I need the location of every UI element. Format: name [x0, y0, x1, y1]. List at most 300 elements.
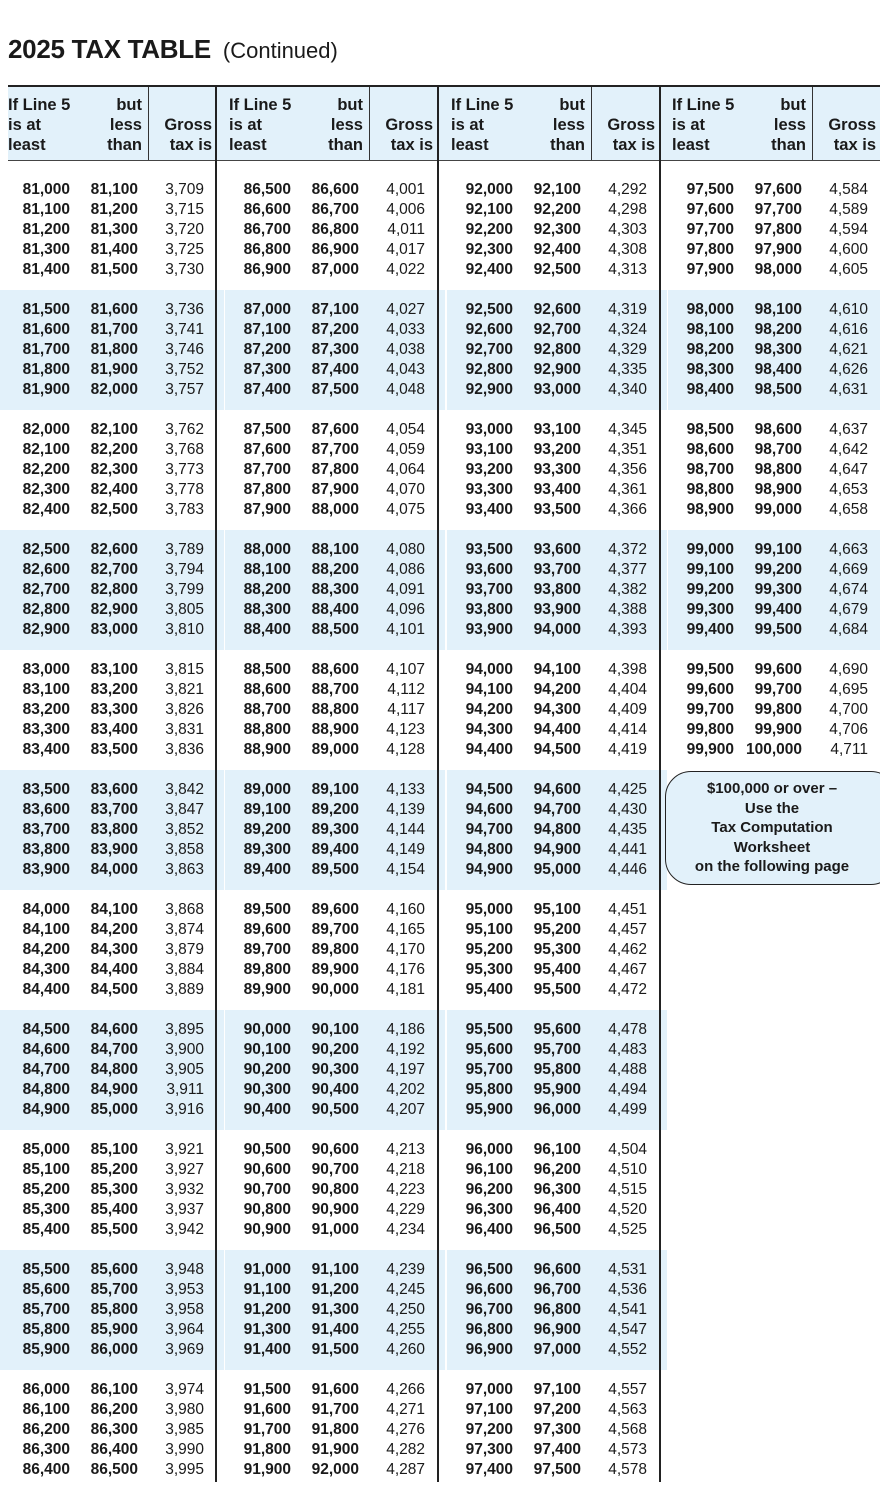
income-at-least: 94,000: [465, 661, 513, 678]
note-line: Tax Computation: [711, 819, 833, 837]
gross-tax: 4,658: [829, 501, 868, 518]
gross-tax: 4,080: [386, 541, 425, 558]
gross-tax: 4,096: [386, 601, 425, 618]
income-less-than: 95,300: [533, 941, 581, 958]
gross-tax: 4,260: [386, 1341, 425, 1358]
income-at-least: 99,500: [686, 661, 734, 678]
income-less-than: 96,600: [533, 1261, 581, 1278]
income-less-than: 93,600: [533, 541, 581, 558]
income-less-than: 94,500: [533, 741, 581, 758]
income-at-least: 90,100: [243, 1041, 291, 1058]
header-line5-at-least: [8, 93, 88, 155]
income-at-least: 95,800: [465, 1081, 513, 1098]
income-less-than: 82,800: [90, 581, 138, 598]
gross-tax: 4,086: [386, 561, 425, 578]
gross-tax: 4,515: [608, 1181, 647, 1198]
income-at-least: 84,900: [22, 1101, 70, 1118]
income-less-than: 85,100: [90, 1141, 138, 1158]
gross-tax: 4,197: [386, 1061, 425, 1078]
income-less-than: 82,300: [90, 461, 138, 478]
column-group-divider: [659, 87, 661, 1482]
gross-tax: 4,160: [386, 901, 425, 918]
gross-tax: 3,736: [165, 301, 204, 318]
gross-tax: 4,684: [829, 621, 868, 638]
header-text: If Line 5: [672, 96, 735, 114]
income-less-than: 98,100: [754, 301, 802, 318]
gross-tax: 4,382: [608, 581, 647, 598]
income-less-than: 90,900: [311, 1201, 359, 1218]
income-less-than: 86,800: [311, 221, 359, 238]
gross-tax: 4,557: [608, 1381, 647, 1398]
income-less-than: 98,300: [754, 341, 802, 358]
income-at-least: 85,000: [22, 1141, 70, 1158]
income-at-least: 88,700: [243, 701, 291, 718]
income-less-than: 84,300: [90, 941, 138, 958]
income-at-least: 90,900: [243, 1221, 291, 1238]
header-text: If Line 5: [451, 96, 514, 114]
income-at-least: 91,900: [243, 1461, 291, 1478]
income-less-than: 95,800: [533, 1061, 581, 1078]
header-line5-at-least: [672, 93, 752, 155]
income-less-than: 88,500: [311, 621, 359, 638]
gross-tax: 3,762: [165, 421, 204, 438]
income-at-least: 95,200: [465, 941, 513, 958]
gross-tax: 3,783: [165, 501, 204, 518]
income-less-than: 95,700: [533, 1041, 581, 1058]
income-at-least: 93,300: [465, 481, 513, 498]
income-at-least: 94,300: [465, 721, 513, 738]
income-at-least: 96,900: [465, 1341, 513, 1358]
gross-tax: 4,335: [608, 361, 647, 378]
gross-tax: 4,245: [386, 1281, 425, 1298]
income-less-than: 98,800: [754, 461, 802, 478]
gross-tax: 4,308: [608, 241, 647, 258]
income-at-least: 81,400: [22, 261, 70, 278]
income-at-least: 83,500: [22, 781, 70, 798]
gross-tax: 4,589: [829, 201, 868, 218]
header-line5-at-least: [229, 93, 309, 155]
gross-tax: 4,398: [608, 661, 647, 678]
gross-tax: 4,510: [608, 1161, 647, 1178]
income-at-least: 86,700: [243, 221, 291, 238]
income-at-least: 98,700: [686, 461, 734, 478]
income-at-least: 91,500: [243, 1381, 291, 1398]
gross-tax: 4,674: [829, 581, 868, 598]
income-less-than: 97,300: [533, 1421, 581, 1438]
income-at-least: 90,200: [243, 1061, 291, 1078]
income-at-least: 84,000: [22, 901, 70, 918]
gross-tax: 4,075: [386, 501, 425, 518]
gross-tax: 4,552: [608, 1341, 647, 1358]
income-less-than: 94,000: [533, 621, 581, 638]
gross-tax: 4,356: [608, 461, 647, 478]
income-less-than: 89,400: [311, 841, 359, 858]
income-less-than: 82,500: [90, 501, 138, 518]
gross-tax: 4,568: [608, 1421, 647, 1438]
income-at-least: 88,100: [243, 561, 291, 578]
income-less-than: 82,100: [90, 421, 138, 438]
income-less-than: 81,400: [90, 241, 138, 258]
income-less-than: 89,900: [311, 961, 359, 978]
gross-tax: 4,319: [608, 301, 647, 318]
gross-tax: 4,276: [386, 1421, 425, 1438]
gross-tax: 4,181: [386, 981, 425, 998]
income-less-than: 93,900: [533, 601, 581, 618]
income-less-than: 99,200: [754, 561, 802, 578]
title-continued: (Continued): [222, 38, 338, 63]
income-at-least: 89,100: [243, 801, 291, 818]
income-less-than: 96,000: [533, 1101, 581, 1118]
income-at-least: 83,800: [22, 841, 70, 858]
income-less-than: 84,200: [90, 921, 138, 938]
income-less-than: 82,600: [90, 541, 138, 558]
income-less-than: 92,300: [533, 221, 581, 238]
income-at-least: 84,800: [22, 1081, 70, 1098]
income-less-than: 89,700: [311, 921, 359, 938]
gross-tax: 4,653: [829, 481, 868, 498]
income-at-least: 85,800: [22, 1321, 70, 1338]
income-less-than: 96,800: [533, 1301, 581, 1318]
income-less-than: 81,200: [90, 201, 138, 218]
income-less-than: 97,900: [754, 241, 802, 258]
gross-tax: 4,292: [608, 181, 647, 198]
gross-tax: 4,621: [829, 341, 868, 358]
income-less-than: 88,100: [311, 541, 359, 558]
gross-tax: 3,773: [165, 461, 204, 478]
income-less-than: 98,400: [754, 361, 802, 378]
income-less-than: 88,000: [311, 501, 359, 518]
income-at-least: 95,600: [465, 1041, 513, 1058]
income-at-least: 92,100: [465, 201, 513, 218]
income-less-than: 96,500: [533, 1221, 581, 1238]
income-at-least: 94,900: [465, 861, 513, 878]
income-at-least: 99,100: [686, 561, 734, 578]
gross-tax: 4,700: [829, 701, 868, 718]
income-less-than: 97,500: [533, 1461, 581, 1478]
gross-tax: 3,868: [165, 901, 204, 918]
income-at-least: 87,900: [243, 501, 291, 518]
gross-tax: 4,483: [608, 1041, 647, 1058]
income-at-least: 84,100: [22, 921, 70, 938]
gross-tax: 4,287: [386, 1461, 425, 1478]
gross-tax: 4,033: [386, 321, 425, 338]
income-at-least: 87,000: [243, 301, 291, 318]
income-less-than: 95,100: [533, 901, 581, 918]
income-less-than: 93,300: [533, 461, 581, 478]
income-less-than: 84,600: [90, 1021, 138, 1038]
gross-tax: 4,059: [386, 441, 425, 458]
income-at-least: 81,900: [22, 381, 70, 398]
gross-tax: 4,064: [386, 461, 425, 478]
income-less-than: 91,000: [311, 1221, 359, 1238]
income-at-least: 88,400: [243, 621, 291, 638]
income-less-than: 81,700: [90, 321, 138, 338]
income-less-than: 92,100: [533, 181, 581, 198]
income-at-least: 96,300: [465, 1201, 513, 1218]
income-less-than: 97,600: [754, 181, 802, 198]
gross-tax: 4,404: [608, 681, 647, 698]
income-less-than: 93,100: [533, 421, 581, 438]
gross-tax: 4,144: [386, 821, 425, 838]
income-less-than: 81,600: [90, 301, 138, 318]
income-less-than: 90,000: [311, 981, 359, 998]
gross-tax: 4,711: [830, 741, 868, 758]
gross-tax: 3,836: [165, 741, 204, 758]
income-less-than: 84,800: [90, 1061, 138, 1078]
header-text: less: [552, 116, 585, 134]
income-at-least: 82,100: [22, 441, 70, 458]
income-less-than: 83,500: [90, 741, 138, 758]
income-at-least: 99,200: [686, 581, 734, 598]
income-at-least: 82,900: [22, 621, 70, 638]
gross-tax: 4,001: [386, 181, 425, 198]
income-at-least: 88,600: [243, 681, 291, 698]
income-less-than: 90,200: [311, 1041, 359, 1058]
income-less-than: 85,300: [90, 1181, 138, 1198]
income-less-than: 99,000: [754, 501, 802, 518]
gross-tax: 3,911: [166, 1081, 204, 1098]
income-at-least: 93,500: [465, 541, 513, 558]
income-less-than: 86,500: [90, 1461, 138, 1478]
income-at-least: 89,900: [243, 981, 291, 998]
income-at-least: 99,000: [686, 541, 734, 558]
gross-tax: 4,043: [386, 361, 425, 378]
header-text: than: [550, 136, 585, 154]
gross-tax: 4,218: [386, 1161, 425, 1178]
gross-tax: 3,995: [165, 1461, 204, 1478]
income-less-than: 84,000: [90, 861, 138, 878]
income-less-than: 83,400: [90, 721, 138, 738]
income-less-than: 91,200: [311, 1281, 359, 1298]
gross-tax: 4,573: [608, 1441, 647, 1458]
gross-tax: 4,578: [608, 1461, 647, 1478]
gross-tax: 4,504: [608, 1141, 647, 1158]
income-less-than: 98,000: [754, 261, 802, 278]
income-at-least: 81,100: [22, 201, 70, 218]
income-at-least: 86,200: [22, 1421, 70, 1438]
header-but-less-than: [529, 93, 585, 155]
income-at-least: 97,600: [686, 201, 734, 218]
income-at-least: 83,700: [22, 821, 70, 838]
income-less-than: 97,800: [754, 221, 802, 238]
gross-tax: 3,725: [165, 241, 204, 258]
income-at-least: 90,700: [243, 1181, 291, 1198]
header-text: but: [780, 96, 806, 114]
gross-tax: 4,637: [829, 421, 868, 438]
gross-tax: 3,794: [165, 561, 204, 578]
income-at-least: 81,500: [22, 301, 70, 318]
header-text: least: [672, 136, 710, 154]
income-less-than: 100,000: [745, 741, 802, 758]
header-subcolumn-divider: [591, 87, 592, 160]
income-at-least: 97,100: [465, 1401, 513, 1418]
gross-tax: 4,563: [608, 1401, 647, 1418]
income-at-least: 88,300: [243, 601, 291, 618]
income-at-least: 83,400: [22, 741, 70, 758]
income-at-least: 93,100: [465, 441, 513, 458]
income-less-than: 96,700: [533, 1281, 581, 1298]
income-at-least: 86,900: [243, 261, 291, 278]
income-less-than: 88,600: [311, 661, 359, 678]
income-less-than: 91,100: [311, 1261, 359, 1278]
gross-tax: 3,927: [165, 1161, 204, 1178]
gross-tax: 4,011: [387, 221, 425, 238]
income-at-least: 97,500: [686, 181, 734, 198]
header-text: If Line 5: [229, 96, 292, 114]
income-less-than: 87,900: [311, 481, 359, 498]
income-less-than: 92,000: [311, 1461, 359, 1478]
header-text: tax is: [612, 136, 655, 154]
gross-tax: 3,990: [165, 1441, 204, 1458]
income-at-least: 83,000: [22, 661, 70, 678]
income-at-least: 81,200: [22, 221, 70, 238]
income-at-least: 81,000: [22, 181, 70, 198]
header-text: is at: [229, 116, 263, 134]
income-less-than: 95,500: [533, 981, 581, 998]
income-less-than: 81,300: [90, 221, 138, 238]
income-at-least: 82,000: [22, 421, 70, 438]
income-at-least: 93,000: [465, 421, 513, 438]
gross-tax: 3,805: [165, 601, 204, 618]
income-at-least: 94,700: [465, 821, 513, 838]
gross-tax: 4,223: [386, 1181, 425, 1198]
header-text: but: [559, 96, 585, 114]
income-at-least: 98,800: [686, 481, 734, 498]
income-less-than: 89,300: [311, 821, 359, 838]
gross-tax: 4,345: [608, 421, 647, 438]
gross-tax: 3,948: [165, 1261, 204, 1278]
gross-tax: 4,462: [608, 941, 647, 958]
gross-tax: 4,107: [386, 661, 425, 678]
gross-tax: 3,821: [165, 681, 204, 698]
gross-tax: 4,229: [386, 1201, 425, 1218]
gross-tax: 4,594: [829, 221, 868, 238]
note-line: on the following page: [694, 858, 850, 876]
gross-tax: 3,847: [165, 801, 204, 818]
gross-tax: 3,815: [165, 661, 204, 678]
income-less-than: 87,000: [311, 261, 359, 278]
income-less-than: 88,900: [311, 721, 359, 738]
income-at-least: 99,400: [686, 621, 734, 638]
income-less-than: 84,700: [90, 1041, 138, 1058]
income-less-than: 92,700: [533, 321, 581, 338]
income-at-least: 95,000: [465, 901, 513, 918]
income-less-than: 91,500: [311, 1341, 359, 1358]
gross-tax: 4,377: [608, 561, 647, 578]
income-less-than: 89,200: [311, 801, 359, 818]
income-less-than: 82,900: [90, 601, 138, 618]
gross-tax: 4,706: [829, 721, 868, 738]
income-at-least: 99,300: [686, 601, 734, 618]
income-less-than: 86,200: [90, 1401, 138, 1418]
income-at-least: 87,400: [243, 381, 291, 398]
gross-tax: 4,303: [608, 221, 647, 238]
income-less-than: 93,700: [533, 561, 581, 578]
income-at-least: 96,100: [465, 1161, 513, 1178]
income-less-than: 99,100: [754, 541, 802, 558]
gross-tax: 3,953: [165, 1281, 204, 1298]
income-at-least: 92,200: [465, 221, 513, 238]
income-at-least: 94,100: [465, 681, 513, 698]
gross-tax: 4,022: [386, 261, 425, 278]
income-less-than: 98,600: [754, 421, 802, 438]
income-less-than: 84,100: [90, 901, 138, 918]
gross-tax: 4,091: [386, 581, 425, 598]
header-text: but: [116, 96, 142, 114]
income-at-least: 87,600: [243, 441, 291, 458]
income-at-least: 89,200: [243, 821, 291, 838]
gross-tax: 4,663: [829, 541, 868, 558]
income-at-least: 98,400: [686, 381, 734, 398]
gross-tax: 4,610: [829, 301, 868, 318]
gross-tax: 4,372: [608, 541, 647, 558]
income-at-least: 83,100: [22, 681, 70, 698]
income-less-than: 99,300: [754, 581, 802, 598]
income-at-least: 95,400: [465, 981, 513, 998]
income-less-than: 88,700: [311, 681, 359, 698]
income-at-least: 95,700: [465, 1061, 513, 1078]
income-at-least: 89,500: [243, 901, 291, 918]
income-less-than: 91,700: [311, 1401, 359, 1418]
gross-tax: 4,038: [386, 341, 425, 358]
gross-tax: 3,863: [165, 861, 204, 878]
gross-tax: 3,746: [165, 341, 204, 358]
income-less-than: 92,400: [533, 241, 581, 258]
income-at-least: 98,500: [686, 421, 734, 438]
income-at-least: 94,500: [465, 781, 513, 798]
income-less-than: 95,900: [533, 1081, 581, 1098]
gross-tax: 4,139: [386, 801, 425, 818]
income-at-least: 92,500: [465, 301, 513, 318]
income-at-least: 96,200: [465, 1181, 513, 1198]
income-at-least: 82,600: [22, 561, 70, 578]
gross-tax: 4,690: [829, 661, 868, 678]
income-less-than: 89,100: [311, 781, 359, 798]
income-less-than: 86,000: [90, 1341, 138, 1358]
income-less-than: 88,200: [311, 561, 359, 578]
income-less-than: 85,500: [90, 1221, 138, 1238]
header-gross-tax-is: [371, 93, 433, 155]
header-text: tax is: [169, 136, 212, 154]
column-group-divider: [437, 87, 439, 1482]
gross-tax: 3,889: [165, 981, 204, 998]
gross-tax: 4,616: [829, 321, 868, 338]
income-less-than: 86,100: [90, 1381, 138, 1398]
gross-tax: 3,768: [165, 441, 204, 458]
income-at-least: 95,500: [465, 1021, 513, 1038]
income-at-least: 81,800: [22, 361, 70, 378]
income-at-least: 82,500: [22, 541, 70, 558]
income-at-least: 99,900: [686, 741, 734, 758]
income-less-than: 81,500: [90, 261, 138, 278]
gross-tax: 4,366: [608, 501, 647, 518]
income-less-than: 92,900: [533, 361, 581, 378]
income-less-than: 96,900: [533, 1321, 581, 1338]
income-less-than: 99,900: [754, 721, 802, 738]
income-less-than: 84,400: [90, 961, 138, 978]
gross-tax: 4,070: [386, 481, 425, 498]
income-at-least: 86,400: [22, 1461, 70, 1478]
gross-tax: 3,964: [165, 1321, 204, 1338]
header-text: Gross: [385, 116, 433, 134]
gross-tax: 3,858: [165, 841, 204, 858]
gross-tax: 4,547: [608, 1321, 647, 1338]
income-less-than: 86,300: [90, 1421, 138, 1438]
income-at-least: 89,800: [243, 961, 291, 978]
income-at-least: 90,600: [243, 1161, 291, 1178]
gross-tax: 4,695: [829, 681, 868, 698]
income-at-least: 92,800: [465, 361, 513, 378]
